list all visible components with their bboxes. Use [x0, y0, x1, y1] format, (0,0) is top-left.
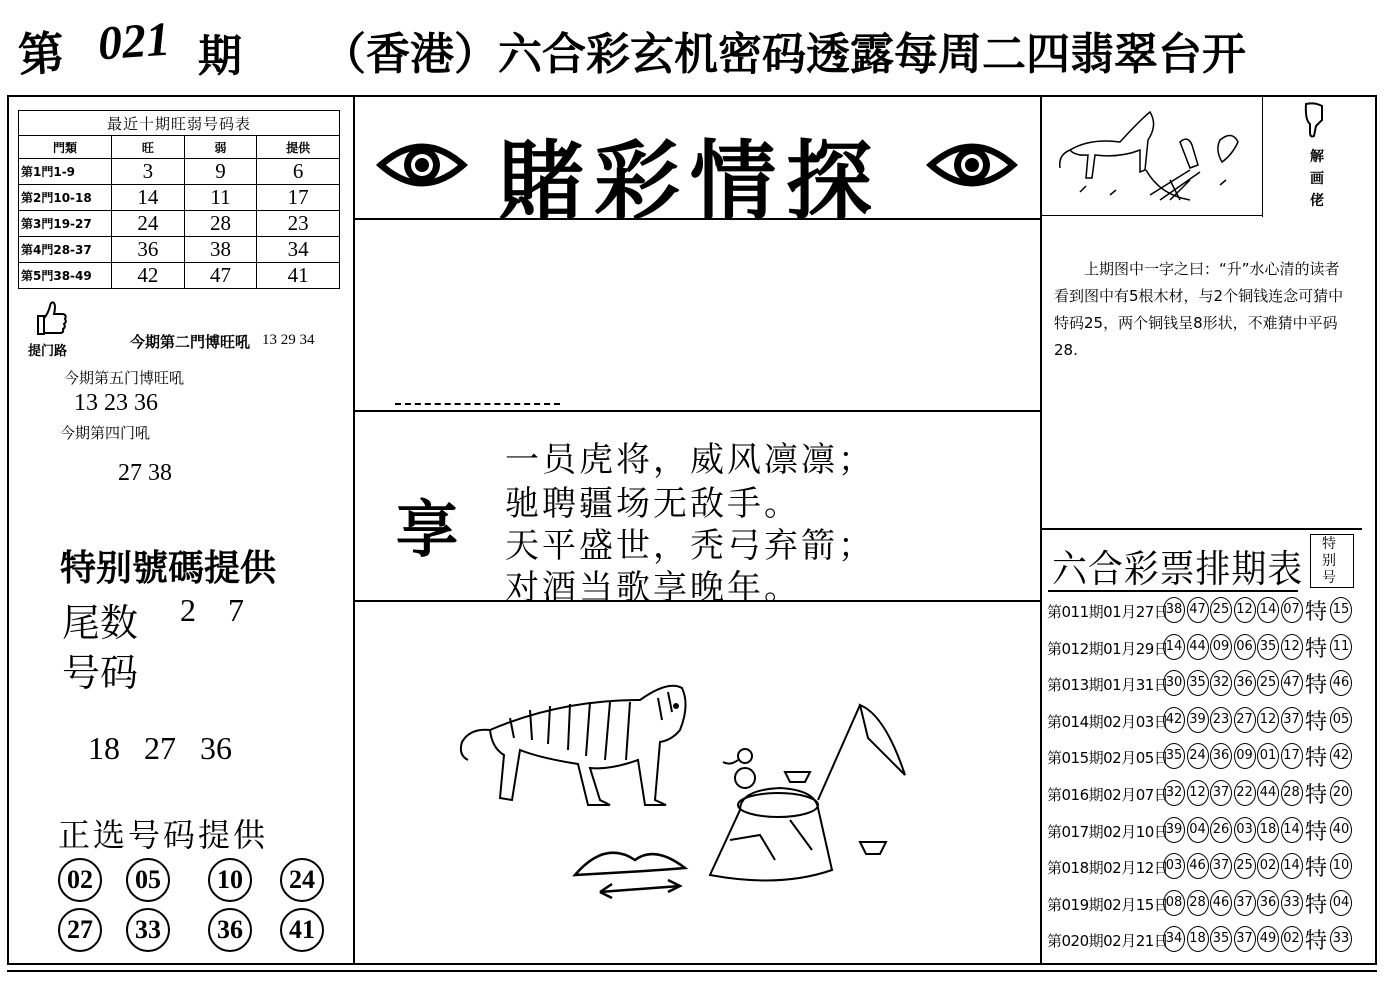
schedule-number-ball: 37 [1234, 926, 1256, 952]
cell: 47 [184, 263, 257, 289]
schedule-row-label: 第020期02月21日 [1047, 932, 1169, 951]
schedule-special-ball: 05 [1330, 707, 1352, 733]
schedule-special-ball: 40 [1330, 817, 1352, 843]
schedule-row-label: 第017期02月10日 [1047, 822, 1169, 841]
schedule-number-ball: 37 [1210, 853, 1232, 879]
cell: 42 [112, 263, 185, 289]
main-number-ball: 27 [58, 908, 102, 952]
schedule-row-label: 第014期02月03日 [1047, 712, 1169, 731]
schedule-number-ball: 35 [1210, 926, 1232, 952]
table-row [19, 185, 340, 211]
main-number-ball: 02 [58, 858, 102, 902]
schedule-special-ball: 11 [1330, 634, 1352, 660]
poem-line: 天平盛世，秃弓弃箭； [505, 526, 875, 566]
schedule-number-ball: 07 [1281, 597, 1303, 623]
schedule-number-ball: 06 [1234, 634, 1256, 660]
schedule-row-label: 第012期01月29日 [1047, 639, 1169, 658]
schedule-row-label: 第011期01月27日 [1047, 603, 1169, 621]
schedule-number-ball: 39 [1187, 707, 1209, 733]
main-number-ball: 10 [208, 858, 252, 902]
history-header-category: 門類 [19, 136, 112, 159]
row-label: 第3門19-27 [19, 211, 112, 237]
special-marker: 特 [1305, 892, 1328, 918]
history-header-hot: 旺 [112, 136, 185, 159]
schedule-row [1047, 629, 1365, 665]
special-marker: 特 [1305, 673, 1328, 699]
schedule-number-ball: 09 [1210, 634, 1232, 660]
main-number-ball: 05 [126, 858, 170, 902]
table-row [19, 159, 340, 185]
hint-label: 解 画 佬 [1310, 149, 1324, 209]
schedule-row [1047, 702, 1365, 738]
eye-icon-right [922, 130, 1022, 200]
schedule-number-ball: 25 [1257, 670, 1279, 696]
hint-explanation: 上期图中一字之曰：“升”水心清的读者看到图中有5根木材，与2个铜钱连念可猜中特码25，两个铜钱呈8形状，不难猜中平码28. [1054, 260, 1344, 359]
schedule-number-ball: 18 [1187, 926, 1209, 952]
main-numbers-title: 正选号码提供 [58, 816, 269, 854]
ingot-icon [785, 772, 810, 782]
schedule-special-ball: 33 [1330, 926, 1352, 952]
tail-values: 2 7 [180, 592, 244, 628]
thumbs-up-icon [30, 298, 70, 338]
special-marker: 特 [1305, 856, 1328, 882]
banner-title: 賭彩情探 [498, 131, 882, 232]
poem-line: 驰聘疆场无敌手。 [505, 484, 801, 524]
schedule-number-ball: 14 [1281, 817, 1303, 843]
hint-image-bottom [1040, 215, 1262, 216]
schedule-number-ball: 24 [1187, 743, 1209, 769]
door4-text: 今期第四门吼 [60, 424, 151, 442]
tail-label: 尾数 [62, 601, 139, 645]
schedule-number-ball: 47 [1187, 597, 1209, 623]
main-number-ball: 36 [208, 908, 252, 952]
schedule-special-ball: 20 [1330, 780, 1352, 806]
horse-hint-illustration [1050, 100, 1260, 210]
issue-number: 021 [96, 12, 172, 71]
schedule-special-ball: 46 [1330, 670, 1352, 696]
left-column-divider [353, 95, 355, 965]
schedule-number-ball: 38 [1163, 597, 1185, 623]
cell: 14 [112, 185, 185, 211]
issue-suffix: 期 [198, 31, 242, 82]
main-number-ball: 33 [126, 908, 170, 952]
page-title: （香港）六合彩玄机密码透露每周二四翡翠台开 [322, 29, 1246, 80]
code-values: 18 27 36 [88, 730, 232, 766]
schedule-row [1047, 775, 1365, 811]
poem-line: 对酒当歌享晚年。 [505, 568, 801, 608]
schedule-number-ball: 03 [1163, 853, 1185, 879]
empty-panel-divider [353, 410, 1040, 412]
table-row [19, 211, 340, 237]
schedule-number-ball: 12 [1234, 597, 1256, 623]
schedule-number-ball: 01 [1257, 743, 1279, 769]
cell: 36 [112, 237, 185, 263]
schedule-number-ball: 25 [1234, 853, 1256, 879]
schedule-number-ball: 34 [1163, 926, 1185, 952]
schedule-row [1047, 738, 1365, 774]
pointing-hand-icon [1300, 100, 1330, 140]
schedule-row-label: 第016期02月07日 [1047, 786, 1169, 804]
door2-numbers: 13 29 34 [262, 332, 315, 348]
schedule-number-ball: 37 [1281, 707, 1303, 733]
special-title: 特别號碼提供 [60, 548, 277, 589]
schedule-number-ball: 32 [1163, 780, 1185, 806]
schedule-special-ball: 42 [1330, 743, 1352, 769]
history-header-provide: 提供 [257, 136, 340, 159]
schedule-number-ball: 35 [1257, 634, 1279, 660]
schedule-row-label: 第015期02月05日 [1047, 749, 1169, 768]
schedule-row [1047, 592, 1365, 628]
schedule-row [1047, 848, 1365, 884]
row-label: 第1門1-9 [19, 159, 112, 185]
bottom-rule [7, 970, 1377, 972]
schedule-number-ball: 08 [1163, 890, 1185, 916]
schedule-row [1047, 921, 1365, 957]
special-marker: 特 [1305, 636, 1328, 662]
schedule-number-ball: 39 [1163, 817, 1185, 843]
schedule-special-ball: 15 [1330, 597, 1352, 623]
table-row [19, 237, 340, 263]
schedule-number-ball: 17 [1281, 743, 1303, 769]
schedule-row-label: 第013期01月31日 [1047, 676, 1169, 695]
cell: 3 [112, 159, 185, 185]
special-marker: 特 [1305, 600, 1328, 625]
schedule-number-ball: 22 [1234, 780, 1256, 806]
row-label: 第4門28-37 [19, 237, 112, 263]
schedule-number-ball: 26 [1210, 817, 1232, 843]
schedule-number-ball: 12 [1187, 780, 1209, 806]
history-table-caption: 最近十期旺弱号码表 [19, 111, 340, 136]
cell: 34 [257, 237, 340, 263]
cell: 28 [184, 211, 257, 237]
schedule-number-ball: 32 [1210, 670, 1232, 696]
schedule-number-ball: 42 [1163, 707, 1185, 733]
table-row [19, 263, 340, 289]
schedule-number-ball: 35 [1187, 670, 1209, 696]
schedule-number-ball: 37 [1210, 780, 1232, 806]
door5-text: 今期第五门博旺吼 [64, 369, 185, 387]
hint-image-divider [1262, 97, 1263, 217]
schedule-number-ball: 36 [1234, 670, 1256, 696]
schedule-number-ball: 25 [1210, 597, 1232, 623]
schedule-number-ball: 12 [1257, 707, 1279, 733]
main-number-ball: 41 [280, 908, 324, 952]
schedule-number-ball: 04 [1187, 817, 1209, 843]
schedule-number-ball: 46 [1187, 853, 1209, 879]
cell: 24 [112, 211, 185, 237]
schedule-number-ball: 46 [1210, 890, 1232, 916]
history-table [18, 110, 340, 289]
special-marker: 特 [1305, 929, 1328, 955]
schedule-number-ball: 02 [1281, 926, 1303, 952]
door2-text: 今期第二門博旺吼 [130, 333, 251, 351]
eye-icon-left [372, 130, 472, 200]
special-marker: 特 [1305, 819, 1328, 845]
bow-arrow-icon [575, 853, 685, 898]
tiger-icon [461, 686, 686, 805]
special-marker: 特 [1305, 783, 1328, 808]
main-number-ball: 24 [280, 858, 324, 902]
schedule-row [1047, 665, 1365, 701]
ingot-icon [860, 842, 886, 854]
schedule-row-label: 第018期02月12日 [1047, 859, 1169, 878]
schedule-special-ball: 04 [1330, 890, 1352, 916]
schedule-number-ball: 03 [1234, 817, 1256, 843]
schedule-row [1047, 885, 1365, 921]
schedule-number-ball: 23 [1210, 707, 1232, 733]
schedule-number-ball: 30 [1163, 670, 1185, 696]
schedule-number-ball: 02 [1257, 853, 1279, 879]
schedule-number-ball: 36 [1210, 743, 1232, 769]
schedule-title: 六合彩票排期表 [1052, 547, 1304, 591]
schedule-row [1047, 812, 1365, 848]
special-marker: 特 [1305, 746, 1328, 772]
schedule-number-ball: 18 [1257, 817, 1279, 843]
schedule-number-ball: 09 [1234, 743, 1256, 769]
schedule-number-ball: 49 [1257, 926, 1279, 952]
schedule-number-ball: 37 [1234, 890, 1256, 916]
cell: 9 [184, 159, 257, 185]
thumb-label: 提门路 [28, 344, 68, 359]
door4-numbers: 27 38 [118, 460, 172, 486]
schedule-number-ball: 12 [1281, 634, 1303, 660]
schedule-number-ball: 44 [1257, 780, 1279, 806]
cell: 23 [257, 211, 340, 237]
special-marker: 特 [1305, 709, 1328, 735]
tiger-scene-illustration [440, 660, 930, 910]
schedule-number-ball: 14 [1281, 853, 1303, 879]
row-label: 第2門10-18 [19, 185, 112, 211]
cell: 41 [257, 263, 340, 289]
row-label: 第5門38-49 [19, 263, 112, 289]
cell: 38 [184, 237, 257, 263]
schedule-number-ball: 47 [1281, 670, 1303, 696]
poem-character: 享 [396, 493, 459, 566]
schedule-number-ball: 14 [1257, 597, 1279, 623]
schedule-number-ball: 28 [1281, 780, 1303, 806]
cell: 6 [257, 159, 340, 185]
schedule-number-ball: 44 [1187, 634, 1209, 660]
code-label: 号码 [62, 651, 139, 695]
schedule-special-ball: 10 [1330, 853, 1352, 879]
history-header-cold: 弱 [184, 136, 257, 159]
cell: 11 [184, 185, 257, 211]
cell: 17 [257, 185, 340, 211]
schedule-number-ball: 35 [1163, 743, 1185, 769]
schedule-number-ball: 33 [1281, 890, 1303, 916]
banner-divider [353, 218, 1040, 220]
special-label: 特别号 [1322, 536, 1336, 586]
schedule-number-ball: 28 [1187, 890, 1209, 916]
dotted-rule [395, 403, 560, 405]
schedule-number-ball: 36 [1257, 890, 1279, 916]
door5-numbers: 13 23 36 [74, 390, 158, 416]
schedule-number-ball: 27 [1234, 707, 1256, 733]
schedule-number-ball: 14 [1163, 634, 1185, 660]
issue-prefix: 第 [16, 25, 67, 83]
schedule-row-label: 第019期02月15日 [1047, 895, 1169, 914]
poem-line: 一员虎将，威风凛凛； [505, 440, 875, 480]
